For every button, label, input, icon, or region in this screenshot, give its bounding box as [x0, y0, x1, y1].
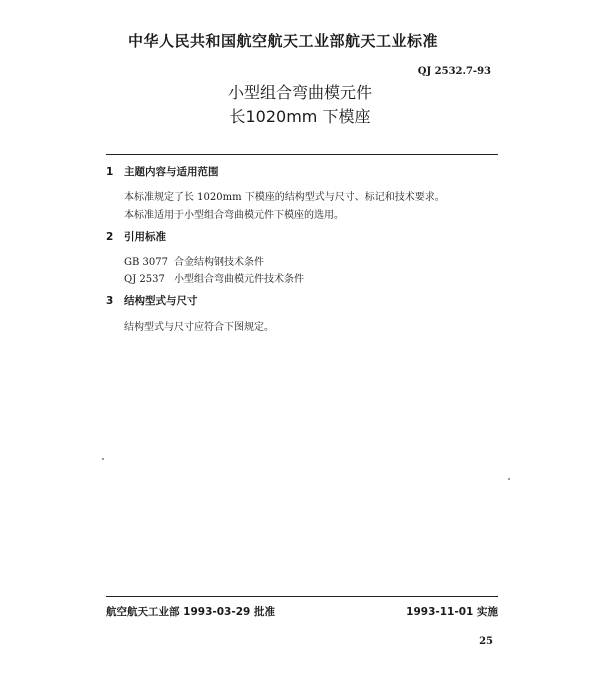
reference-title: 合金结构钢技术条件	[174, 257, 264, 268]
approval-info: 航空航天工业部 1993-03-29 批准	[106, 606, 275, 618]
section-3-heading	[106, 293, 198, 308]
document-title-line2: 长1020mm 下模座	[229, 107, 371, 126]
section-1-paragraph-1: 本标准规定了长 1020mm 下模座的结构型式与尺寸、标记和技术要求。	[124, 192, 445, 203]
footer-divider	[106, 596, 498, 597]
section-3-number: 3	[106, 295, 114, 307]
reference-row	[124, 253, 264, 268]
document-title-line1: 小型组合弯曲模元件	[227, 83, 372, 102]
section-1-title: 主题内容与适用范围	[124, 166, 219, 178]
reference-row	[124, 270, 304, 285]
reference-code: GB 3077	[124, 257, 168, 268]
section-2-heading	[106, 229, 166, 244]
scan-speck	[508, 478, 510, 480]
scan-speck	[102, 458, 104, 460]
section-3-title: 结构型式与尺寸	[124, 295, 198, 307]
page-number: 25	[479, 636, 493, 647]
section-1-heading	[106, 164, 219, 179]
reference-title: 小型组合弯曲模元件技术条件	[174, 274, 304, 285]
section-3-paragraph-1: 结构型式与尺寸应符合下图规定。	[124, 322, 274, 333]
section-2-number: 2	[106, 231, 114, 243]
effective-date: 1993-11-01 实施	[406, 606, 498, 618]
section-1-paragraph-2: 本标准适用于小型组合弯曲模元件下模座的选用。	[124, 210, 344, 221]
reference-code: QJ 2537	[124, 274, 165, 285]
standard-number: QJ 2532.7-93	[417, 66, 491, 77]
section-1-number: 1	[106, 166, 114, 178]
header-divider	[106, 154, 498, 155]
section-2-title: 引用标准	[124, 231, 166, 243]
issuing-authority-title: 中华人民共和国航空航天工业部航天工业标准	[128, 32, 439, 50]
